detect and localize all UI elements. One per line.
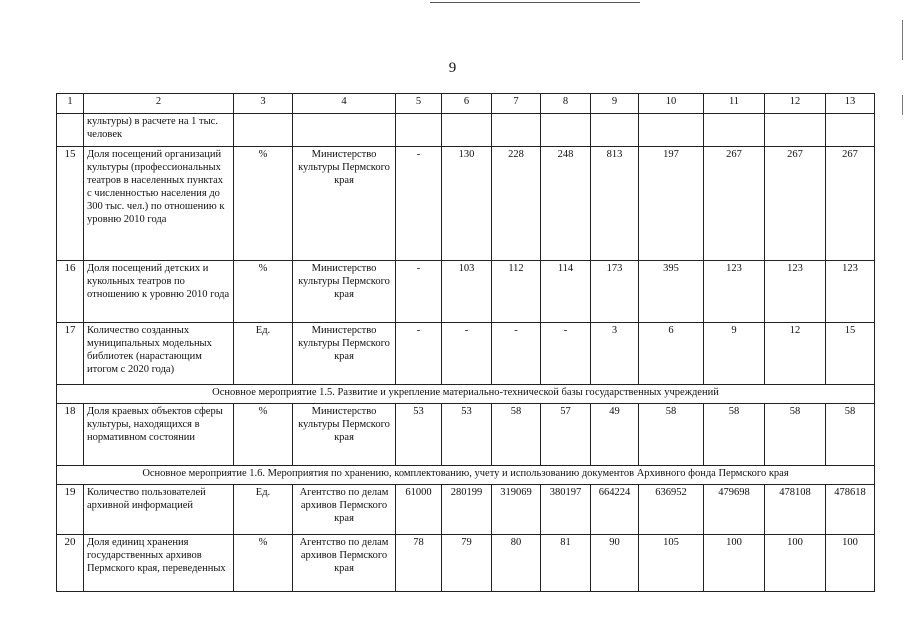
value-cell: - (442, 323, 492, 385)
column-header: 10 (639, 94, 704, 114)
value-cell: 100 (765, 535, 826, 592)
value-cell: 636952 (639, 485, 704, 535)
value-cell: 280199 (442, 485, 492, 535)
unit: % (234, 261, 293, 323)
row-number: 19 (57, 485, 84, 535)
value-cell: 130 (442, 147, 492, 261)
indicator-name: Количество созданных муниципальных модельных библиотек (нарастающим итогом с 2020 года) (84, 323, 234, 385)
value-cell: 53 (396, 404, 442, 466)
column-header: 6 (442, 94, 492, 114)
value-cell: 49 (591, 404, 639, 466)
column-header: 8 (541, 94, 591, 114)
value-cell: 61000 (396, 485, 442, 535)
value-cell: 267 (826, 147, 875, 261)
value-cell: 479698 (704, 485, 765, 535)
value-cell: - (541, 323, 591, 385)
column-header: 3 (234, 94, 293, 114)
top-rule (430, 2, 640, 3)
column-header: 1 (57, 94, 84, 114)
scan-edge-mark (902, 95, 903, 115)
column-header: 5 (396, 94, 442, 114)
value-cell: 105 (639, 535, 704, 592)
column-header: 12 (765, 94, 826, 114)
value-cell: 58 (492, 404, 541, 466)
column-header: 9 (591, 94, 639, 114)
value-cell: - (396, 147, 442, 261)
value-cell: 813 (591, 147, 639, 261)
value-cell: - (396, 261, 442, 323)
table-row (57, 147, 875, 261)
value-cell: 100 (826, 535, 875, 592)
value-cell: 3 (591, 323, 639, 385)
value-cell: 100 (704, 535, 765, 592)
table-row-continuation (57, 114, 875, 147)
row-number: 20 (57, 535, 84, 592)
value-cell: 58 (704, 404, 765, 466)
value-cell: 395 (639, 261, 704, 323)
value-cell: 267 (765, 147, 826, 261)
column-header: 2 (84, 94, 234, 114)
column-header: 11 (704, 94, 765, 114)
value-cell: 53 (442, 404, 492, 466)
value-cell: - (396, 323, 442, 385)
value-cell: 58 (765, 404, 826, 466)
value-cell: 80 (492, 535, 541, 592)
column-header: 13 (826, 94, 875, 114)
value-cell: 12 (765, 323, 826, 385)
value-cell: 173 (591, 261, 639, 323)
section-heading: Основное мероприятие 1.5. Развитие и укрепление материально-технической базы государственных учреждений (57, 385, 875, 404)
responsible-agency: Агентство по делам архивов Пермского края (293, 485, 396, 535)
responsible-agency: Министерство культуры Пермского края (293, 323, 396, 385)
responsible-agency: Агентство по делам архивов Пермского края (293, 535, 396, 592)
value-cell: 114 (541, 261, 591, 323)
value-cell: 79 (442, 535, 492, 592)
page-number: 9 (448, 60, 457, 76)
unit: % (234, 147, 293, 261)
value-cell: 112 (492, 261, 541, 323)
value-cell: 90 (591, 535, 639, 592)
value-cell: 58 (826, 404, 875, 466)
indicator-name: Доля краевых объектов сферы культуры, находящихся в нормативном состоянии (84, 404, 234, 466)
table-row (57, 261, 875, 323)
value-cell: 6 (639, 323, 704, 385)
value-cell: 664224 (591, 485, 639, 535)
table-row (57, 323, 875, 385)
value-cell: - (492, 323, 541, 385)
indicator-name: Количество пользователей архивной информацией (84, 485, 234, 535)
value-cell: 380197 (541, 485, 591, 535)
column-header: 7 (492, 94, 541, 114)
column-header: 4 (293, 94, 396, 114)
unit: Ед. (234, 323, 293, 385)
unit: Ед. (234, 485, 293, 535)
table-row (57, 404, 875, 466)
value-cell: 78 (396, 535, 442, 592)
scan-edge-mark (902, 20, 903, 60)
table-header-row (57, 94, 875, 114)
value-cell: 81 (541, 535, 591, 592)
table-row (57, 485, 875, 535)
unit: % (234, 535, 293, 592)
section-row (57, 466, 875, 485)
indicator-name: Доля единиц хранения государственных архивов Пермского края, переведенных (84, 535, 234, 592)
value-cell: 319069 (492, 485, 541, 535)
indicator-name: культуры) в расчете на 1 тыс. человек (84, 114, 234, 147)
value-cell: 57 (541, 404, 591, 466)
value-cell: 267 (704, 147, 765, 261)
responsible-agency: Министерство культуры Пермского края (293, 404, 396, 466)
indicator-name: Доля посещений организаций культуры (профессиональных театров в населенных пунктах с численностью населения до 300 тыс. чел.) по отношению к уровню 2010 года (84, 147, 234, 261)
responsible-agency: Министерство культуры Пермского края (293, 147, 396, 261)
value-cell: 228 (492, 147, 541, 261)
value-cell: 9 (704, 323, 765, 385)
row-number: 16 (57, 261, 84, 323)
value-cell: 478108 (765, 485, 826, 535)
table-row (57, 535, 875, 592)
section-row (57, 385, 875, 404)
value-cell: 58 (639, 404, 704, 466)
value-cell: 123 (765, 261, 826, 323)
responsible-agency: Министерство культуры Пермского края (293, 261, 396, 323)
value-cell: 123 (704, 261, 765, 323)
value-cell: 197 (639, 147, 704, 261)
value-cell: 478618 (826, 485, 875, 535)
value-cell: 248 (541, 147, 591, 261)
value-cell: 15 (826, 323, 875, 385)
indicator-name: Доля посещений детских и кукольных театров по отношению к уровню 2010 года (84, 261, 234, 323)
unit: % (234, 404, 293, 466)
value-cell: 123 (826, 261, 875, 323)
value-cell: 103 (442, 261, 492, 323)
indicators-table (56, 93, 875, 592)
row-number: 15 (57, 147, 84, 261)
row-number: 18 (57, 404, 84, 466)
row-number: 17 (57, 323, 84, 385)
section-heading: Основное мероприятие 1.6. Мероприятия по хранению, комплектованию, учету и использованию документов Архивного фонда Пермского края (57, 466, 875, 485)
